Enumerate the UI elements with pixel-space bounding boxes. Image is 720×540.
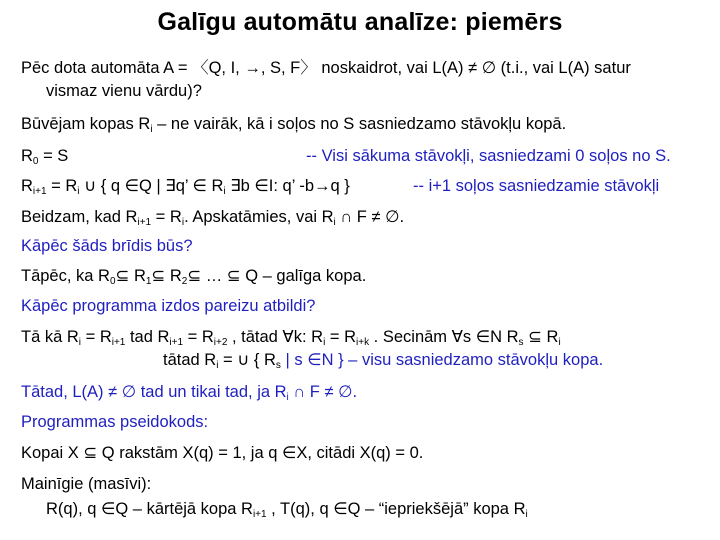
answer-1: Tāpēc, ka $R_0⊆$ $R_1⊆$ $R_2⊆$ … ⊆ Q – galīga kopa. <box>21 267 367 287</box>
set-encoding-line: Kopai X ⊆ Q rakstām X(q) = 1, ja q ∈X, citādi X(q) = 0. <box>21 444 424 462</box>
pseudocode-heading: Programmas pseidokods: <box>21 413 209 431</box>
slide-title: Galīgu automātu analīze: piemērs <box>157 8 563 36</box>
answer-2-line-2: tātad $R_i$ = ∪ { $R_s$ | s ∈N } – visu sasniedzamo stāvokļu kopa. <box>163 351 604 371</box>
conclusion-line: Tātad, L(A) ≠ ∅ tad un tikai tad, ja $R_i$ ∩ F ≠ ∅. <box>21 383 358 403</box>
ri1-definition: $R_{i+1} = R_i$ ∪ { q ∈Q | ∃q’ ∈ $R_i$ ∃b ∈I: q’ -b→q } <box>21 177 350 197</box>
ri1-comment: -- i+1 soļos sasniedzamie stāvokļi <box>413 177 660 195</box>
variables-heading: Mainīgie (masīvi): <box>21 475 152 493</box>
answer-2-line-1: Tā kā $R_i = R_{i+1}$ tad $R_{i+1} = R_{i+2}$ , tātad ∀k: $R_i = R_{i+k}$ . Secinām ∀s ∈N $R_s$ ⊆ $R_i$ <box>21 328 561 348</box>
r0-comment: -- Visi sākuma stāvokļi, sasniedzami 0 soļos no S. <box>306 147 671 165</box>
r0-definition: $R_0 = S$ <box>21 147 69 167</box>
variables-line: R(q), q ∈Q – kārtējā kopa $R_{i+1}$ , T(q), q ∈Q – “iepriekšējā” kopa $R_i$ <box>46 500 528 520</box>
problem-statement-line-2: vismaz vienu vārdu)? <box>46 82 202 100</box>
question-1: Kāpēc šāds brīdis būs? <box>21 237 193 255</box>
build-sets-line: Būvējam kopas $R_i$ – ne vairāk, kā i soļos no S sasniedzamo stāvokļu kopā. <box>21 115 567 135</box>
termination-line: Beidzam, kad $R_{i+1} = R_i$. Apskatāmies, vai $R_i$ ∩ F ≠ ∅. <box>21 208 405 228</box>
problem-statement-line-1: Pēc dota automāta A = 〈Q, I, →, S, F〉 noskaidrot, vai L(A) ≠ ∅ (t.i., vai L(A) satur <box>21 59 631 77</box>
question-2: Kāpēc programma izdos pareizu atbildi? <box>21 297 316 315</box>
